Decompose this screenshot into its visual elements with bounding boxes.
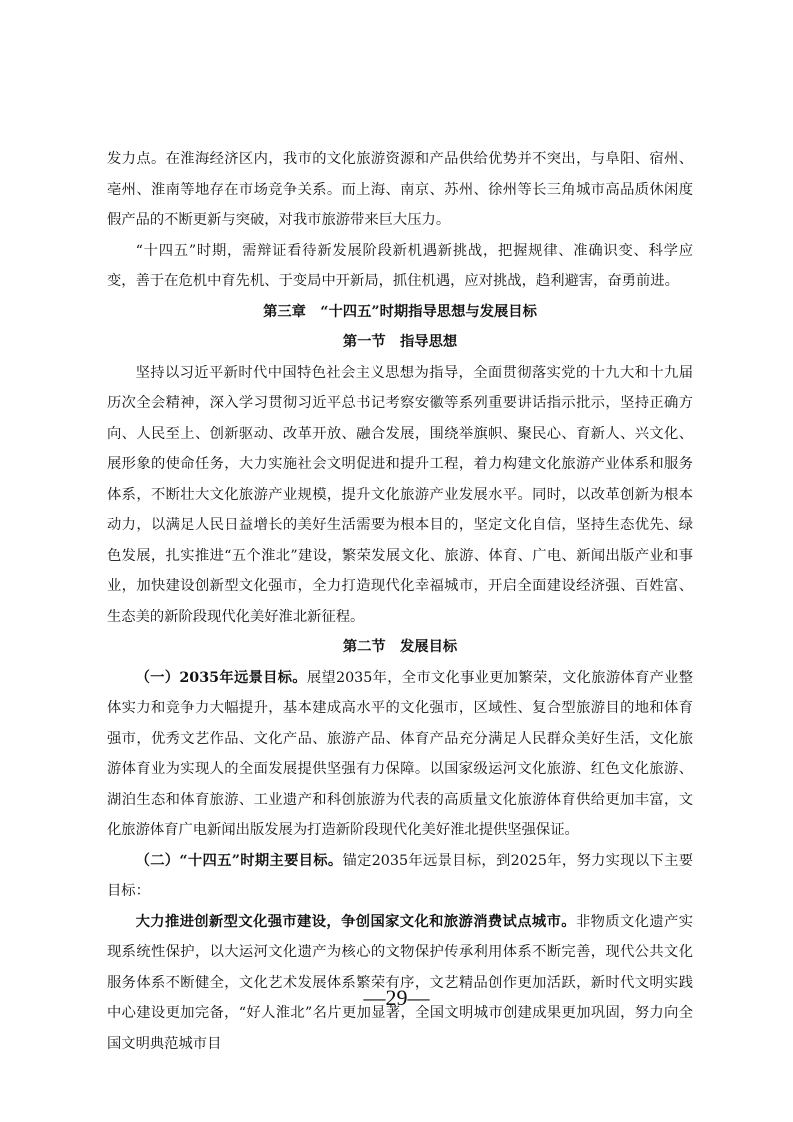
page-number: —29— <box>363 985 430 1010</box>
paragraph-goal-14th <box>107 846 693 907</box>
paragraph-guiding-ideology: 坚持以习近平新时代中国特色社会主义思想为指导，全面贯彻落实党的十九大和十九届历次全会精神，深入学习贯彻习近平总书记考察安徽等系列重要讲话指示批示，坚持正确方向、人民至上、创新驱动、改革开放、融合发展，围绕举旗帜、聚民心、育新人、兴文化、展形象的使命任务，大力实施社会文明促进和提升工程，着力构建文化旅游产业体系和服务体系，不断壮大文化旅游产业规模，提升文化旅游产业发展水平。同时，以改革创新为根本动力，以满足人民日益增长的美好生活需要为根本目的，坚定文化自信，坚持生态优先、绿色发展，扎实推进“五个淮北”建设，繁荣发展文化、旅游、体育、广电、新闻出版产业和事业，加快建设创新型文化强市，全力打造现代化幸福城市，开启全面建设经济强、百姓富、生态美的新阶段现代化美好淮北新征程。 <box>107 364 693 625</box>
paragraph-goal-2035 <box>107 663 693 846</box>
goal-14th-text: 锚定2035年远景目标，到2025年，努力实现以下主要目标： <box>107 852 693 899</box>
goal-2035-text: 展望2035年，全市文化事业更加繁荣，文化旅游体育产业整体实力和竞争力大幅提升，基本建成高水平的文化强市，区域性、复合型旅游目的地和体育强市，优秀文艺作品、文化产品、旅游产品、体育产品充分满足人民群众美好生活，文化旅游体育业为实现人的全面发展提供坚强有力保障。以国家级运河文化旅游、红色文化旅游、湖泊生态和体育旅游、工业遗产和科创旅游为代表的高质量文化旅游体育供给更加丰富，文化旅游体育广电新闻出版发展为打造新阶段现代化美好淮北提供坚强保证。 <box>107 669 693 838</box>
body-text <box>107 144 693 1059</box>
goal-14th-lead: （二）“十四五”时期主要目标。 <box>135 852 343 869</box>
cultural-city-lead: 大力推进创新型文化强市建设，争创国家文化和旅游消费试点城市。 <box>135 913 576 930</box>
paragraph-continuation: 发力点。在淮海经济区内，我市的文化旅游资源和产品供给优势并不突出，与阜阳、宿州、亳州、淮南等地存在市场竞争关系。而上海、南京、苏州、徐州等长三角城市高品质休闲度假产品的不断更新与突破，对我市旅游带来巨大压力。 <box>107 151 693 228</box>
goal-2035-lead: （一）2035年远景目标。 <box>135 669 307 686</box>
paragraph-14th-five-year-challenges: “十四五”时期，需辩证看待新发展阶段新机遇新挑战，把握规律、准确识变、科学应变，善于在危机中育先机、于变局中开新局，抓住机遇，应对挑战，趋利避害，奋勇前进。 <box>107 242 693 289</box>
chapter-title: 第三章 “十四五”时期指导思想与发展目标 <box>263 303 537 320</box>
section-title-development-goals: 第二节 发展目标 <box>342 639 458 655</box>
paragraph-cultural-city <box>107 907 693 1060</box>
cultural-city-text: 非物质文化遗产实现系统性保护，以大运河文化遗产为核心的文物保护传承利用体系不断完善，现代公共文化服务体系不断健全，文化艺术发展体系繁荣有序，文艺精品创作更加活跃，新时代文明实践中心建设更加完备，“好人淮北”名片更加显著，全国文明城市创建成果更加巩固，努力向全国文明典范城市目 <box>107 913 693 1052</box>
section-title-guiding-ideology: 第一节 指导思想 <box>342 334 458 350</box>
